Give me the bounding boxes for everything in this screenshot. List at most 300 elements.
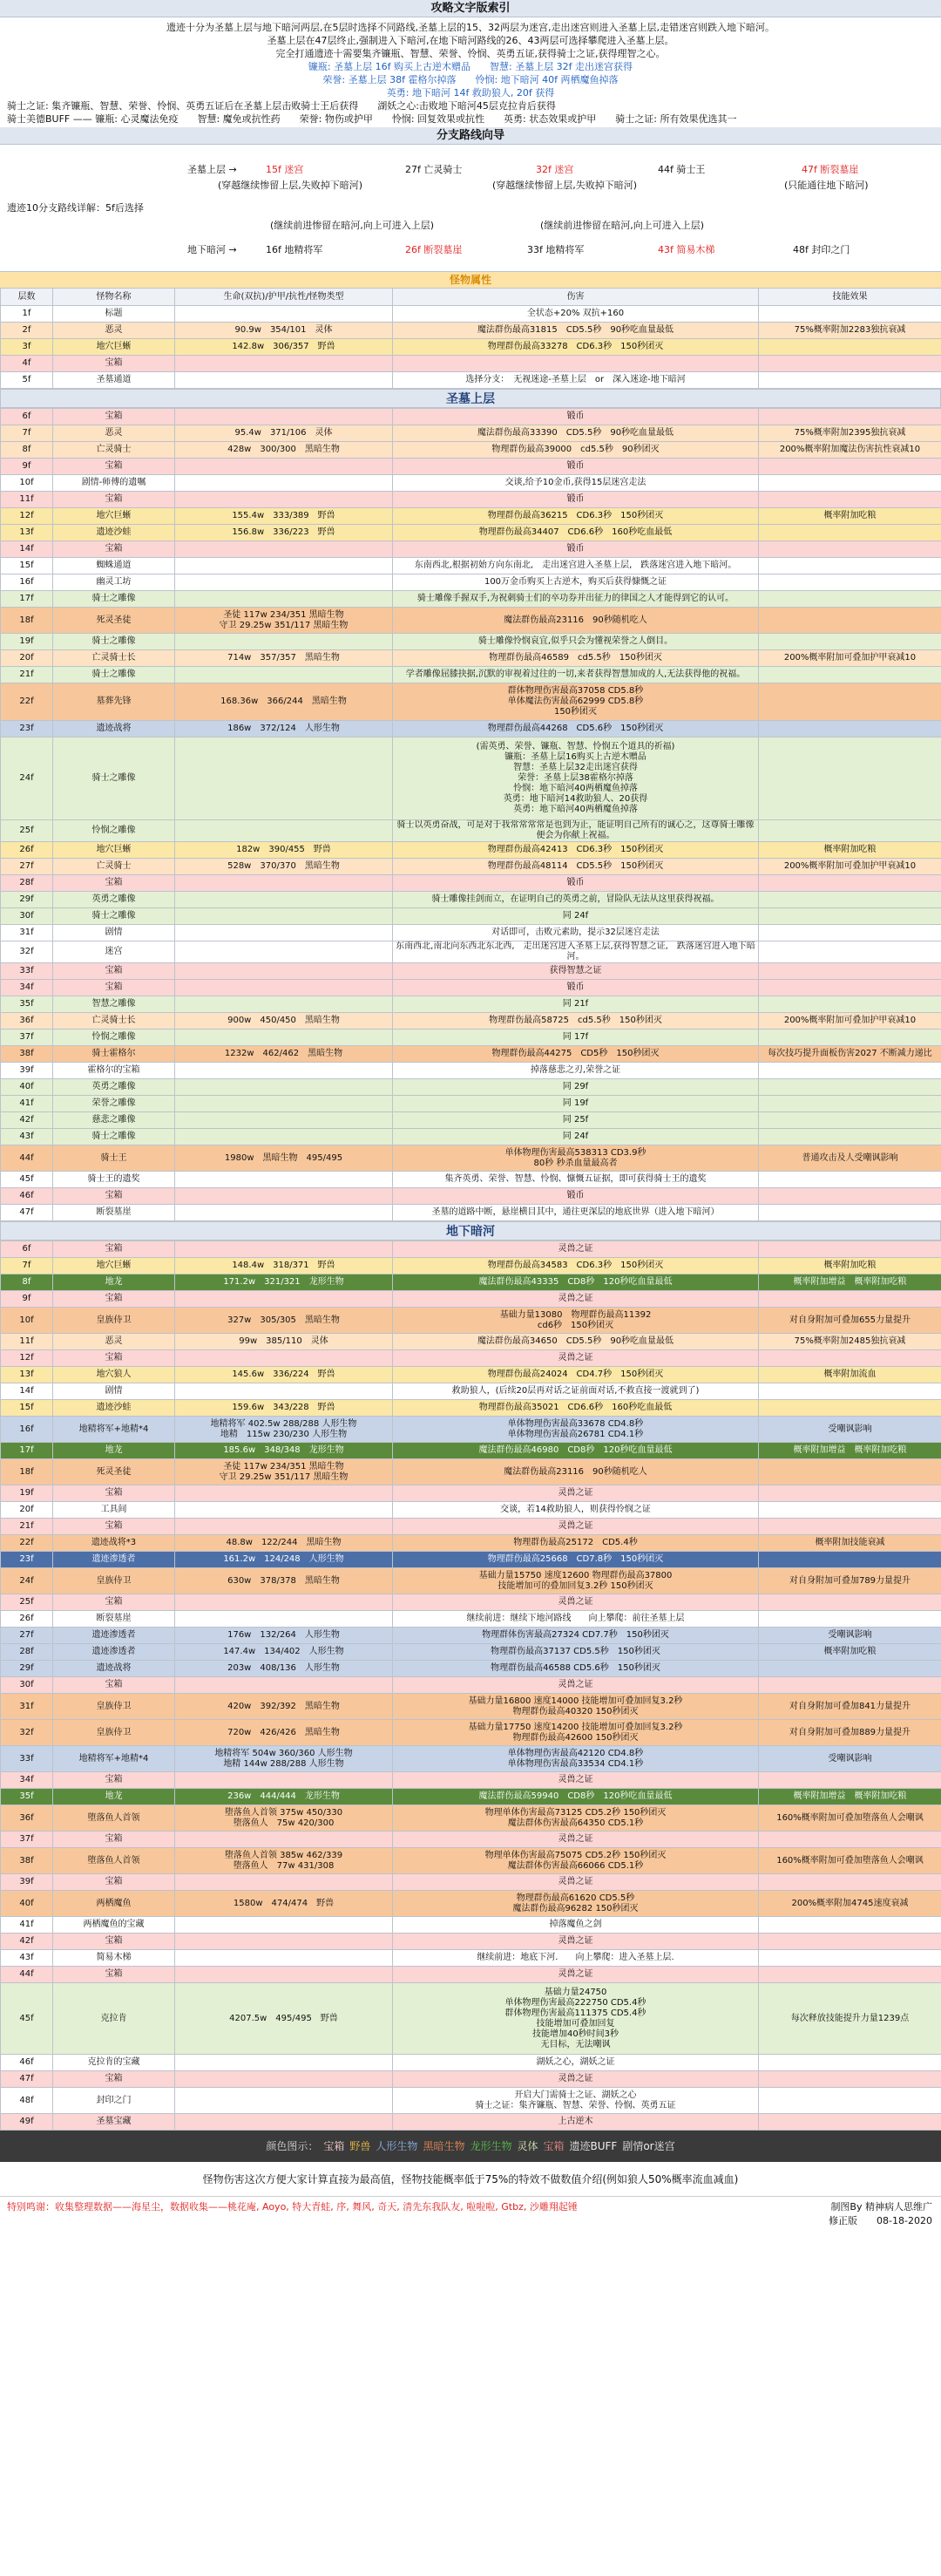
- cell-floor: 34f: [1, 980, 53, 996]
- cell-stats: [175, 892, 393, 908]
- cell-name: 恶灵: [53, 425, 175, 442]
- cell-stats: [175, 2055, 393, 2071]
- cell-damage: 灵兽之证: [393, 1519, 759, 1535]
- cell-name: 地穴巨蜥: [53, 1258, 175, 1274]
- monster-table-lower: [0, 1240, 941, 2131]
- cell-damage: 魔法群伤最高23116 90秒随机吃人: [393, 1459, 759, 1485]
- cell-stats: [175, 541, 393, 558]
- cell-name: 地龙: [53, 1274, 175, 1291]
- cell-skill: [759, 1552, 941, 1568]
- cell-damage: 同 17f: [393, 1030, 759, 1046]
- cell-name: 克拉肯: [53, 1983, 175, 2055]
- table-row: [1, 574, 941, 591]
- legend-item: 灵体: [517, 2140, 538, 2152]
- cell-name: 幽灵工坊: [53, 574, 175, 591]
- cell-stats: 155.4w 333/389 野兽: [175, 508, 393, 525]
- table-row: [1, 1891, 941, 1917]
- cell-damage: 魔法群伤最高34650 CD5.5秒 90秒吃血量最低: [393, 1334, 759, 1350]
- cell-skill: [759, 541, 941, 558]
- cell-floor: 28f: [1, 1644, 53, 1661]
- cell-floor: 6f: [1, 409, 53, 425]
- cell-damage: 物理群伤最高48114 CD5.5秒 150秒团灭: [393, 859, 759, 875]
- cell-skill: [759, 1950, 941, 1967]
- cell-skill: [759, 1188, 941, 1205]
- cell-skill: [759, 737, 941, 820]
- cell-floor: 18f: [1, 1459, 53, 1485]
- table-row: [1, 1350, 941, 1367]
- cell-floor: 42f: [1, 1112, 53, 1129]
- cell-name: 宝箱: [53, 875, 175, 892]
- cell-floor: 9f: [1, 459, 53, 475]
- cell-name: 地龙: [53, 1789, 175, 1805]
- route-33f: 33f 地精将军: [527, 244, 585, 255]
- cell-stats: 48.8w 122/244 黑暗生物: [175, 1535, 393, 1552]
- table-row: [1, 908, 941, 925]
- route-27f: 27f 亡灵骑士: [405, 164, 463, 175]
- monster-table-upper: [0, 408, 941, 1221]
- cell-damage: 骑士雕像挂剑而立，在证明自己的英勇之前，冒险队无法从这里获得祝福。: [393, 892, 759, 908]
- table-row: [1, 1485, 941, 1502]
- cell-skill: [759, 459, 941, 475]
- cell-floor: 21f: [1, 667, 53, 683]
- table-row: [1, 1205, 941, 1221]
- cell-name: 骑士之雕像: [53, 908, 175, 925]
- legend-item: 人形生物: [376, 2140, 418, 2152]
- cell-floor: 13f: [1, 525, 53, 541]
- cell-damage: 获得智慧之证: [393, 963, 759, 980]
- cell-skill: [759, 1874, 941, 1891]
- cell-skill: [759, 1383, 941, 1400]
- cell-damage: 魔法群伤最高59940 CD8秒 120秒吃血量最低: [393, 1789, 759, 1805]
- cell-stats: 4207.5w 495/495 野兽: [175, 1983, 393, 2055]
- cell-stats: [175, 558, 393, 574]
- cell-skill: [759, 980, 941, 996]
- cell-name: 剧情-师傅的遗嘱: [53, 475, 175, 492]
- table-row: [1, 1459, 941, 1485]
- cell-skill: 概率附加吃粮: [759, 842, 941, 859]
- cell-floor: 49f: [1, 2114, 53, 2131]
- cell-name: 标题: [53, 306, 175, 323]
- cell-damage: 物理单体伤害最高73125 CD5.2秒 150秒团灭 魔法群体伤害最高64350 CD5.1秒: [393, 1805, 759, 1832]
- route-title: 分支路线向导: [0, 127, 941, 145]
- cell-damage: 上古逆木: [393, 2114, 759, 2131]
- cell-stats: [175, 1917, 393, 1934]
- cell-damage: 灵兽之证: [393, 1934, 759, 1950]
- cell-floor: 28f: [1, 875, 53, 892]
- cell-damage: 选择分支： 无视迷途-圣墓上层 or 深入迷途-地下暗河: [393, 372, 759, 389]
- cell-skill: [759, 475, 941, 492]
- cell-damage: 锻币: [393, 492, 759, 508]
- cell-name: 骑士之雕像: [53, 737, 175, 820]
- cell-stats: 1980w 黑暗生物 495/495: [175, 1145, 393, 1172]
- route-note: (继续前进惨留在暗河,向上可进入上层): [540, 220, 705, 231]
- cell-stats: 327w 305/305 黑暗生物: [175, 1308, 393, 1334]
- cell-floor: 10f: [1, 1308, 53, 1334]
- cell-damage: 魔法群伤最高31815 CD5.5秒 90秒吃血量最低: [393, 323, 759, 339]
- table-row: [1, 2071, 941, 2088]
- cell-damage: 基础力量17750 速度14200 技能增加可叠加回复3.2秒 物理群伤最高42600 150秒团灭: [393, 1720, 759, 1746]
- cell-floor: 48f: [1, 2088, 53, 2114]
- cell-damage: 同 21f: [393, 996, 759, 1013]
- table-row: [1, 925, 941, 941]
- table-row: [1, 941, 941, 963]
- cell-floor: 24f: [1, 1568, 53, 1594]
- credits-author-line: 制图By 精神病人思维广: [830, 2201, 932, 2212]
- cell-floor: 2f: [1, 323, 53, 339]
- intro-line: 骑士美德BUFF —— 镰瓶: 心灵魔法免疫 智慧: 魔免或抗性药 荣誉: 物伤或护甲 怜悯: 回复效果或抗性 英勇: 状态效果或护甲 骑士之证: 所有效果优选其一: [7, 113, 737, 125]
- table-row: [1, 1063, 941, 1079]
- cell-name: 地龙: [53, 1443, 175, 1459]
- cell-skill: 受嘲讽影响: [759, 1628, 941, 1644]
- cell-floor: 47f: [1, 1205, 53, 1221]
- cell-floor: 14f: [1, 1383, 53, 1400]
- cell-stats: 142.8w 306/357 野兽: [175, 339, 393, 356]
- table-row: [1, 425, 941, 442]
- cell-stats: [175, 634, 393, 650]
- cell-skill: 受嘲讽影响: [759, 1417, 941, 1443]
- table-row: [1, 1308, 941, 1334]
- cell-damage: 物理群伤最高58725 cd5.5秒 150秒团灭: [393, 1013, 759, 1030]
- cell-floor: 43f: [1, 1129, 53, 1145]
- cell-floor: 43f: [1, 1950, 53, 1967]
- cell-name: 骑士之雕像: [53, 591, 175, 608]
- cell-name: 堕落鱼人首领: [53, 1848, 175, 1874]
- cell-floor: 17f: [1, 1443, 53, 1459]
- cell-stats: [175, 1291, 393, 1308]
- cell-stats: 236w 444/444 龙形生物: [175, 1789, 393, 1805]
- cell-damage: 同 24f: [393, 908, 759, 925]
- intro-block: [0, 17, 941, 127]
- cell-damage: 基础力量15750 速度12600 物理群伤最高37800 技能增加可的叠加回复3.2秒 150秒团灭: [393, 1568, 759, 1594]
- legend-item: 遗迹BUFF: [569, 2140, 618, 2152]
- attr-bar: 怪物属性: [0, 272, 941, 288]
- cell-stats: [175, 1594, 393, 1611]
- table-row: [1, 1644, 941, 1661]
- cell-damage: 开启大门需骑士之证、湖妖之心 骑士之证：集齐镰瓶、智慧、荣誉、怜悯、英勇五证: [393, 2088, 759, 2114]
- cell-damage: 同 29f: [393, 1079, 759, 1096]
- table-row: [1, 875, 941, 892]
- table-row: [1, 2114, 941, 2131]
- legend-item: 黑暗生物: [423, 2140, 465, 2152]
- table-row: [1, 372, 941, 389]
- cell-skill: [759, 892, 941, 908]
- cell-stats: [175, 1772, 393, 1789]
- cell-stats: [175, 1677, 393, 1694]
- header-stats: 生命(双抗)/护甲/抗性/怪物类型: [175, 289, 393, 306]
- table-row: [1, 1832, 941, 1848]
- cell-floor: 39f: [1, 1874, 53, 1891]
- cell-name: 骑士之雕像: [53, 667, 175, 683]
- cell-floor: 27f: [1, 859, 53, 875]
- cell-damage: 物理群伤最高44268 CD5.6秒 150秒团灭: [393, 721, 759, 737]
- cell-skill: [759, 1832, 941, 1848]
- cell-stats: 630w 378/378 黑暗生物: [175, 1568, 393, 1594]
- cell-name: 遗迹战将*3: [53, 1535, 175, 1552]
- legend-item: 宝箱: [543, 2140, 565, 2152]
- cell-stats: 428w 300/300 黑暗生物: [175, 442, 393, 459]
- cell-name: 宝箱: [53, 1241, 175, 1258]
- table-row: [1, 820, 941, 842]
- cell-damage: 魔法群伤最高23116 90秒随机吃人: [393, 608, 759, 634]
- cell-floor: 19f: [1, 634, 53, 650]
- cell-floor: 40f: [1, 1891, 53, 1917]
- cell-skill: [759, 306, 941, 323]
- cell-skill: [759, 667, 941, 683]
- table-row: [1, 475, 941, 492]
- cell-name: 工具间: [53, 1502, 175, 1519]
- cell-stats: [175, 908, 393, 925]
- cell-floor: 31f: [1, 925, 53, 941]
- route-note: (穿越继续惨留上层,失败掉下暗河): [218, 180, 363, 191]
- cell-floor: 33f: [1, 1746, 53, 1772]
- cell-skill: 概率附加吃粮: [759, 508, 941, 525]
- cell-stats: [175, 1063, 393, 1079]
- cell-name: 宝箱: [53, 1772, 175, 1789]
- cell-stats: [175, 409, 393, 425]
- cell-stats: 99w 385/110 灵体: [175, 1334, 393, 1350]
- cell-skill: 对自身附加可叠加889力量提升: [759, 1720, 941, 1746]
- cell-floor: 32f: [1, 941, 53, 963]
- cell-stats: [175, 2071, 393, 2088]
- credits-date-line: 修正版 08-18-2020: [829, 2215, 932, 2226]
- cell-damage: 骑士以英勇奋战，可是对于我常常常常是也到为止，能证明自己所有的诚心之，这尊骑士雕像便会为你献上祝福。: [393, 820, 759, 842]
- cell-skill: [759, 941, 941, 963]
- cell-damage: 魔法群伤最高33390 CD5.5秒 90秒吃血量最低: [393, 425, 759, 442]
- cell-stats: 714w 357/357 黑暗生物: [175, 650, 393, 667]
- cell-skill: 75%概率附加2283独抗衰减: [759, 323, 941, 339]
- cell-name: 宝箱: [53, 1485, 175, 1502]
- cell-name: 地精将军+地精*4: [53, 1417, 175, 1443]
- intro-line: 完全打通遗迹十需要集齐镰瓶、智慧、荣誉、怜悯、英勇五证,获得骑士之证,获得理智之心。: [275, 48, 666, 59]
- cell-name: 宝箱: [53, 1832, 175, 1848]
- cell-floor: 15f: [1, 558, 53, 574]
- cell-skill: [759, 1502, 941, 1519]
- cell-floor: 45f: [1, 1172, 53, 1188]
- route-note: (继续前进惨留在暗河,向上可进入上层): [270, 220, 435, 231]
- cell-name: 堕落鱼人首领: [53, 1805, 175, 1832]
- cell-damage: 掉落魔鱼之剑: [393, 1917, 759, 1934]
- cell-skill: 200%概率附加可叠加护甲衰减10: [759, 650, 941, 667]
- cell-damage: 灵兽之证: [393, 1485, 759, 1502]
- cell-stats: 203w 408/136 人形生物: [175, 1661, 393, 1677]
- table-row: [1, 1950, 941, 1967]
- table-row: [1, 2088, 941, 2114]
- cell-damage: 物理群体伤害最高27324 CD7.7秒 150秒团灭: [393, 1628, 759, 1644]
- cell-name: 剧情: [53, 925, 175, 941]
- table-row: [1, 721, 941, 737]
- cell-floor: 22f: [1, 683, 53, 721]
- table-row: [1, 1934, 941, 1950]
- cell-skill: 概率附加增益 概率附加吃粮: [759, 1274, 941, 1291]
- start-rows: [1, 306, 941, 389]
- cell-name: 克拉肯的宝藏: [53, 2055, 175, 2071]
- cell-damage: 全状态+20% 双抗+160: [393, 306, 759, 323]
- cell-stats: 185.6w 348/348 龙形生物: [175, 1443, 393, 1459]
- cell-stats: [175, 875, 393, 892]
- table-row: [1, 459, 941, 475]
- cell-damage: 100万金币购买上古逆木，购买后获得慷慨之证: [393, 574, 759, 591]
- cell-stats: 168.36w 366/244 黑暗生物: [175, 683, 393, 721]
- cell-stats: 95.4w 371/106 灵体: [175, 425, 393, 442]
- route-48f: 48f 封印之门: [793, 244, 850, 255]
- table-row: [1, 650, 941, 667]
- cell-skill: [759, 1063, 941, 1079]
- cell-stats: [175, 1874, 393, 1891]
- cell-skill: [759, 634, 941, 650]
- cell-name: 宝箱: [53, 1967, 175, 1983]
- route-43f: 43f 简易木梯: [658, 244, 715, 255]
- cell-stats: 528w 370/370 黑暗生物: [175, 859, 393, 875]
- cell-damage: 物理群伤最高34583 CD6.3秒 150秒团灭: [393, 1258, 759, 1274]
- cell-stats: [175, 1172, 393, 1188]
- table-row: [1, 409, 941, 425]
- cell-name: 亡灵骑士长: [53, 650, 175, 667]
- cell-damage: 灵兽之证: [393, 1874, 759, 1891]
- cell-floor: 33f: [1, 963, 53, 980]
- intro-line: 遗迹十分为圣墓上层与地下暗河两层,在5层时选择不同路线,圣墓上层的15、32两层为迷宫,走出迷宫则进入圣墓上层,走错迷宫则跌入地下暗河。: [166, 22, 775, 33]
- cell-name: 宝箱: [53, 1188, 175, 1205]
- cell-floor: 41f: [1, 1917, 53, 1934]
- cell-damage: 物理群伤最高24024 CD4.7秒 150秒团灭: [393, 1367, 759, 1383]
- cell-damage: 锻币: [393, 459, 759, 475]
- route-note: (穿越继续惨留上层,失败掉下暗河): [492, 180, 638, 191]
- cell-stats: 147.4w 134/402 人形生物: [175, 1644, 393, 1661]
- cell-name: 地穴巨蜥: [53, 339, 175, 356]
- cell-name: 简易木梯: [53, 1950, 175, 1967]
- cell-stats: [175, 1950, 393, 1967]
- table-row: [1, 1967, 941, 1983]
- cell-skill: 概率附加流血: [759, 1367, 941, 1383]
- lower-rows: [1, 1241, 941, 2131]
- intro-line: 骑士之证: 集齐镰瓶、智慧、荣誉、怜悯、英勇五证后在圣墓上层击败骑士王后获得 湖妖之心:击败地下暗河45层克拉肯后获得: [7, 100, 556, 112]
- legend-item: 宝箱: [323, 2140, 345, 2152]
- cell-stats: [175, 492, 393, 508]
- cell-damage: 集齐英勇、荣誉、智慧、怜悯、慷慨五证据，即可获得骑士王的遗奖: [393, 1172, 759, 1188]
- cell-damage: 灵兽之证: [393, 1594, 759, 1611]
- table-row: [1, 541, 941, 558]
- cell-skill: 200%概率附加魔法伤害抗性衰减10: [759, 442, 941, 459]
- cell-skill: [759, 1917, 941, 1934]
- intro-line: 镰瓶: 圣墓上层 16f 购买上古逆木赠品 智慧: 圣墓上层 32f 走出迷宫获得: [308, 61, 633, 72]
- cell-name: 地穴巨蜥: [53, 842, 175, 859]
- cell-stats: [175, 1241, 393, 1258]
- cell-name: 皇族侍卫: [53, 1568, 175, 1594]
- cell-damage: 同 19f: [393, 1096, 759, 1112]
- cell-floor: 3f: [1, 339, 53, 356]
- cell-skill: [759, 1772, 941, 1789]
- cell-name: 死灵圣徒: [53, 1459, 175, 1485]
- table-row: [1, 608, 941, 634]
- cell-name: 剧情: [53, 1383, 175, 1400]
- header-skill: 技能效果: [759, 289, 941, 306]
- route-16f: 16f 地精将军: [266, 244, 323, 255]
- cell-stats: [175, 591, 393, 608]
- route-32f: 32f 迷宫: [536, 164, 574, 175]
- cell-stats: 176w 132/264 人形生物: [175, 1628, 393, 1644]
- table-row: [1, 1334, 941, 1350]
- route-44f: 44f 骑士王: [658, 164, 706, 175]
- cell-name: 骑士王: [53, 1145, 175, 1172]
- table-row: [1, 1789, 941, 1805]
- cell-floor: 7f: [1, 1258, 53, 1274]
- cell-stats: [175, 1096, 393, 1112]
- table-row: [1, 1848, 941, 1874]
- cell-name: 英勇之雕像: [53, 1079, 175, 1096]
- cell-damage: 物理群伤最高36215 CD6.3秒 150秒团灭: [393, 508, 759, 525]
- table-row: [1, 1145, 941, 1172]
- table-row: [1, 508, 941, 525]
- cell-floor: 12f: [1, 508, 53, 525]
- credits: [0, 2197, 941, 2233]
- table-row: [1, 306, 941, 323]
- table-row: [1, 1628, 941, 1644]
- cell-damage: 圣墓的道路中断，悬崖横目其中，通往更深层的地底世界（进入地下暗河）: [393, 1205, 759, 1221]
- cell-floor: 19f: [1, 1485, 53, 1502]
- cell-name: 霍格尔的宝箱: [53, 1063, 175, 1079]
- cell-floor: 39f: [1, 1063, 53, 1079]
- table-row: [1, 1568, 941, 1594]
- cell-stats: [175, 1188, 393, 1205]
- table-row: [1, 1611, 941, 1628]
- cell-floor: 14f: [1, 541, 53, 558]
- cell-name: 死灵圣徒: [53, 608, 175, 634]
- table-row: [1, 339, 941, 356]
- intro-line: 圣墓上层在47层终止,强制进入下暗河,在地下暗河路线的26、43两层可选择攀爬进入圣墓上层。: [267, 35, 674, 46]
- cell-name: 地穴狼人: [53, 1367, 175, 1383]
- cell-skill: 概率附加增益 概率附加吃粮: [759, 1443, 941, 1459]
- table-row: [1, 1746, 941, 1772]
- cell-stats: 圣徒 117w 234/351 黑暗生物 守卫 29.25w 351/117 黑暗生物: [175, 1459, 393, 1485]
- cell-stats: [175, 996, 393, 1013]
- table-row: [1, 1367, 941, 1383]
- cell-damage: 物理群伤最高35021 CD6.6秒 160秒吃血最低: [393, 1400, 759, 1417]
- cell-floor: 36f: [1, 1805, 53, 1832]
- cell-skill: [759, 721, 941, 737]
- table-row: [1, 1694, 941, 1720]
- header-damage: 伤害: [393, 289, 759, 306]
- cell-skill: [759, 1661, 941, 1677]
- table-row: [1, 323, 941, 339]
- table-row: [1, 442, 941, 459]
- cell-skill: [759, 963, 941, 980]
- cell-name: 骑士之雕像: [53, 634, 175, 650]
- cell-floor: 44f: [1, 1967, 53, 1983]
- cell-stats: 420w 392/392 黑暗生物: [175, 1694, 393, 1720]
- cell-damage: 灵兽之证: [393, 2071, 759, 2088]
- cell-skill: 普通攻击及人受嘲讽影响: [759, 1145, 941, 1172]
- cell-floor: 23f: [1, 1552, 53, 1568]
- legend-item: 剧情or迷宫: [622, 2140, 675, 2152]
- cell-skill: [759, 372, 941, 389]
- cell-name: 皇族侍卫: [53, 1720, 175, 1746]
- cell-skill: 概率附加技能衰减: [759, 1535, 941, 1552]
- cell-skill: [759, 2088, 941, 2114]
- cell-floor: 17f: [1, 591, 53, 608]
- cell-name: 迷宫: [53, 941, 175, 963]
- table-row: [1, 1917, 941, 1934]
- cell-skill: 概率附加吃粮: [759, 1644, 941, 1661]
- cell-floor: 16f: [1, 574, 53, 591]
- cell-skill: [759, 339, 941, 356]
- cell-floor: 46f: [1, 1188, 53, 1205]
- cell-damage: 救助狼人，(后续20层再对话之证前面对话,不救直接一渡就到了): [393, 1383, 759, 1400]
- table-row: [1, 1096, 941, 1112]
- cell-name: 遗迹沙蛙: [53, 1400, 175, 1417]
- cell-damage: [393, 356, 759, 372]
- cell-stats: 186w 372/124 人形生物: [175, 721, 393, 737]
- cell-skill: [759, 558, 941, 574]
- table-row: [1, 1079, 941, 1096]
